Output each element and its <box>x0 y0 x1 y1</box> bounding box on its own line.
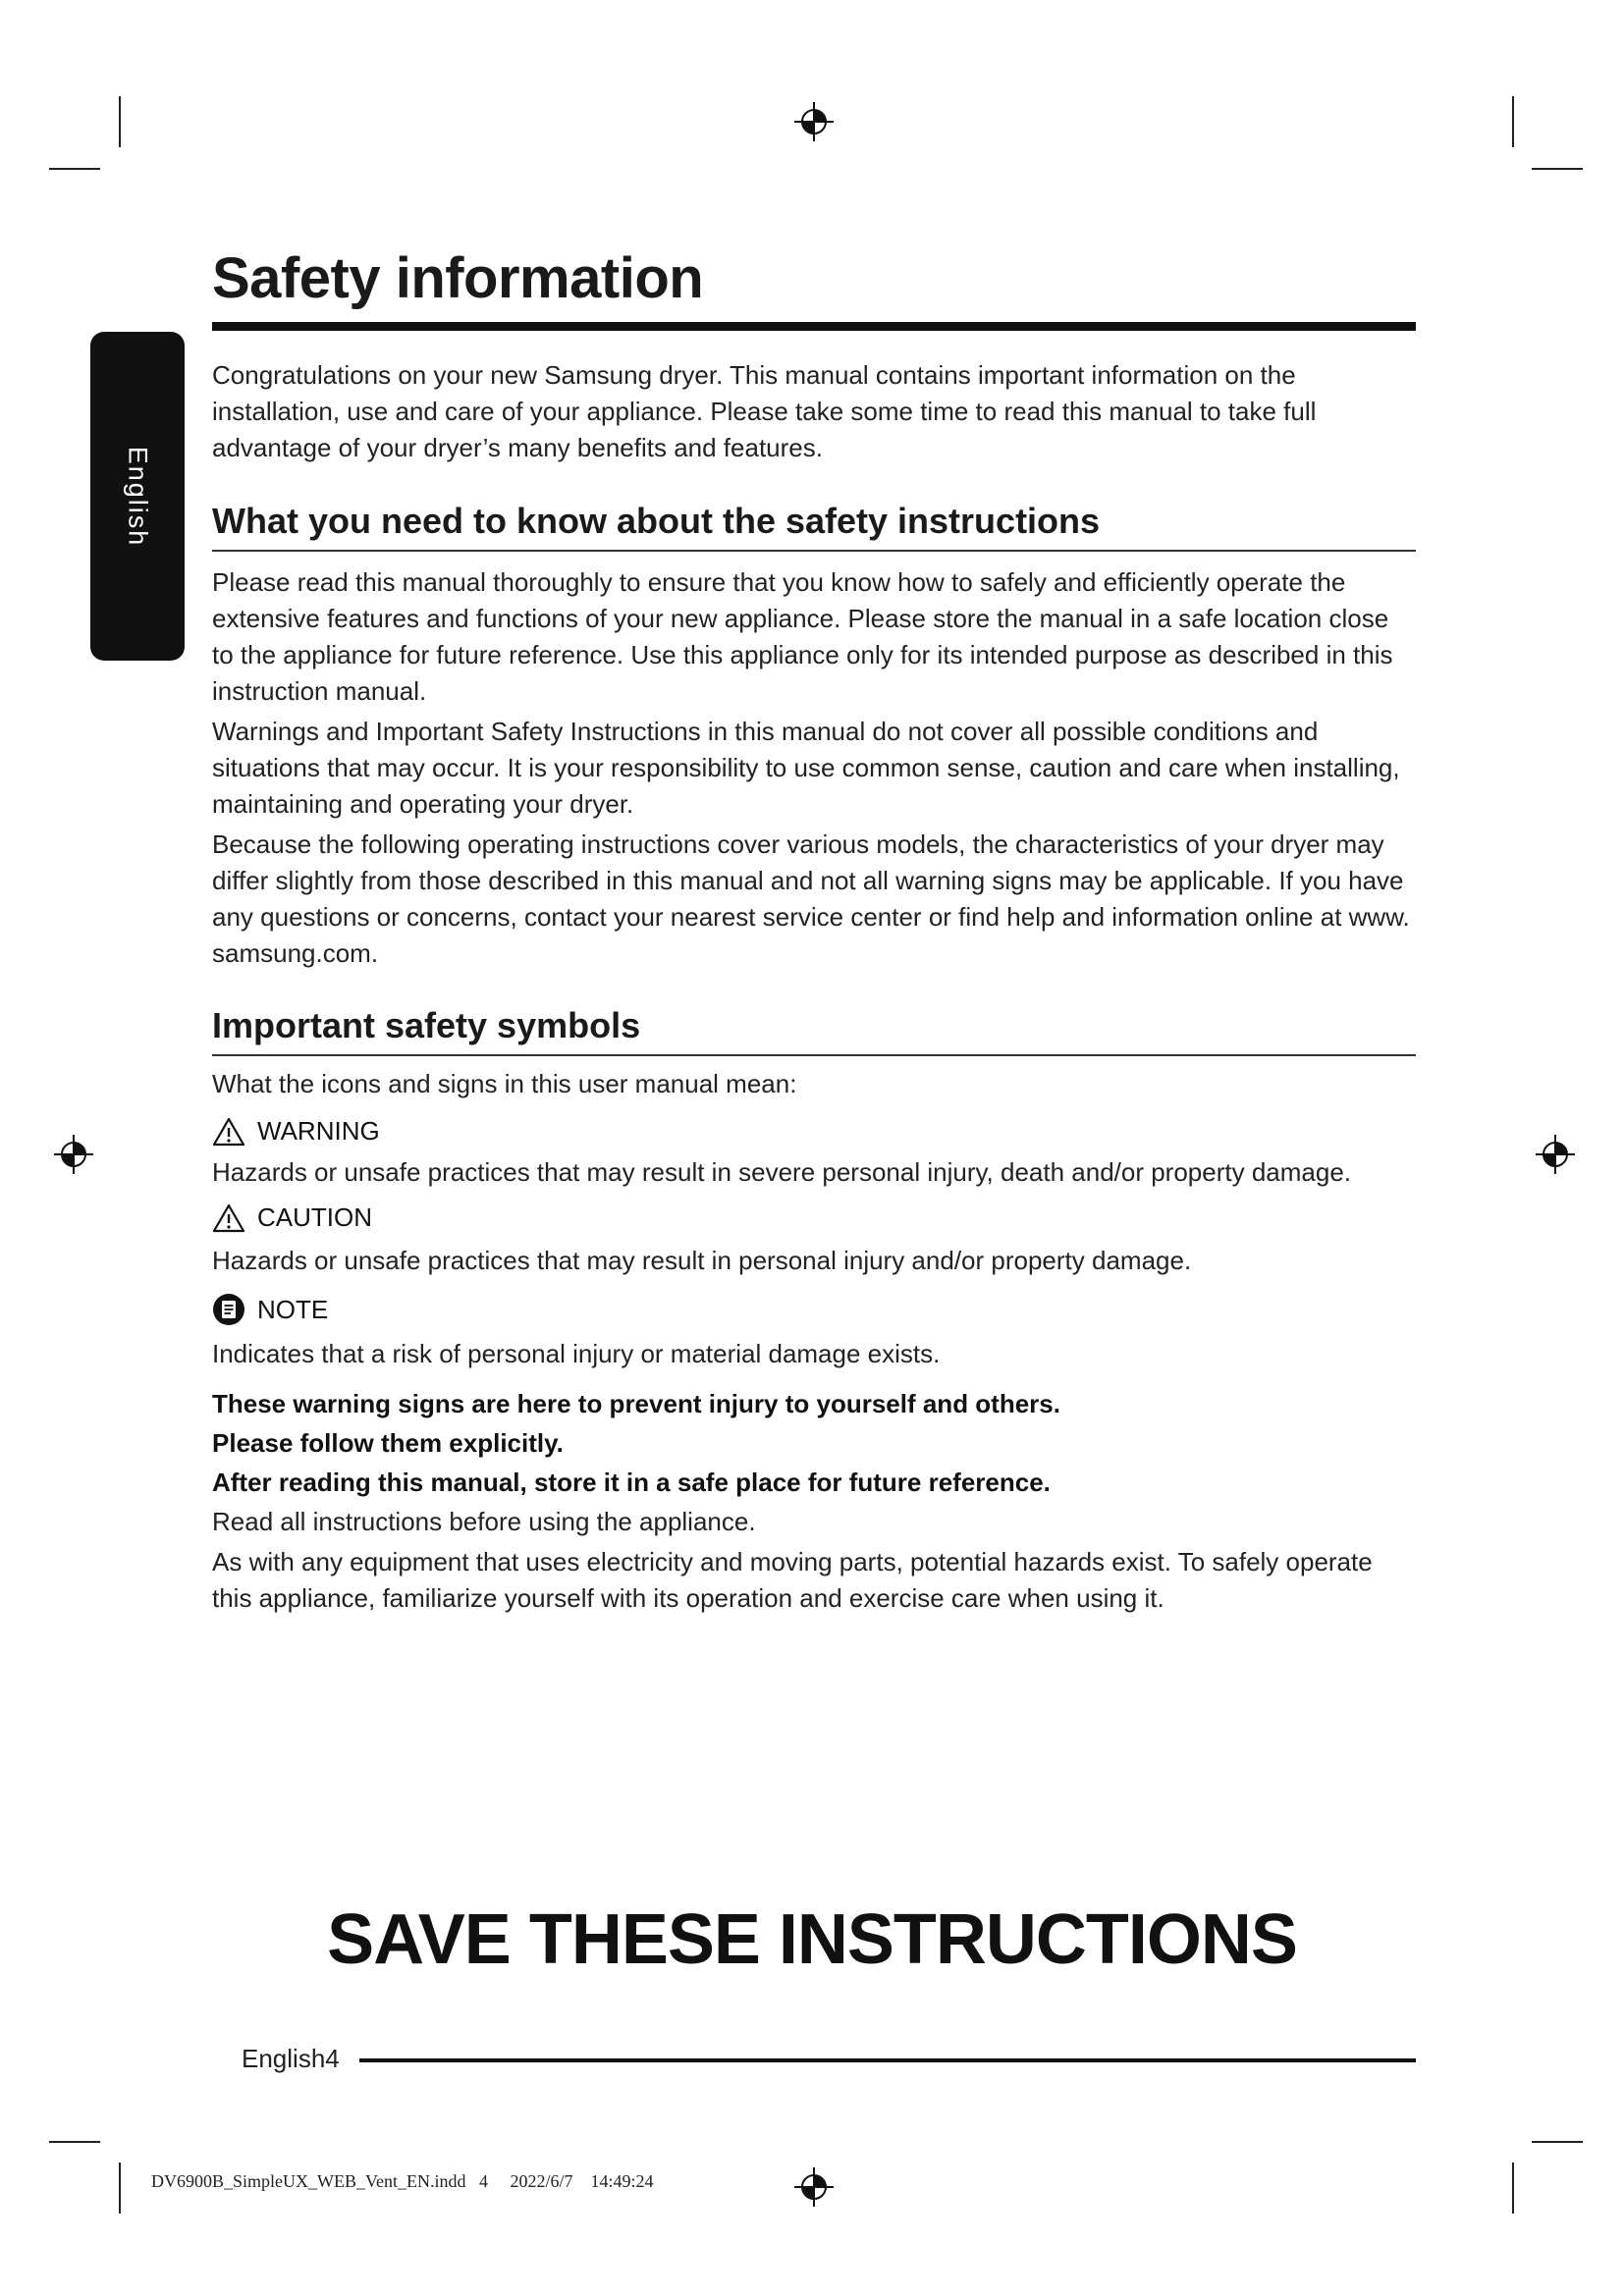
note-heading <box>212 1293 1416 1326</box>
page-title: Safety information <box>212 246 704 310</box>
bold-warning-line: After reading this manual, store it in a safe place for future reference. <box>212 1468 1051 1497</box>
warning-heading <box>212 1116 1416 1147</box>
section1-paragraph: Because the following operating instructions cover various models, the characteristics of your dryer may differ slightly from those described in this manual and not all warning signs may be applicable. If you have any questions or concerns, contact your nearest service center or find help and information online at www. samsung.com. <box>212 829 1410 968</box>
crop-mark <box>49 168 100 170</box>
save-instructions-heading: SAVE THESE INSTRUCTIONS <box>327 1900 1297 1979</box>
section1-paragraph: Warnings and Important Safety Instructions in this manual do not cover all possible conditions and situations that may occur. It is your responsibility to use common sense, caution and care when installing, maintaining and operating your dryer. <box>212 717 1400 819</box>
footer-rule <box>359 2058 1416 2062</box>
print-slug: DV6900B_SimpleUX_WEB_Vent_EN.indd 4 2022/6/7 14:49:24 <box>151 2171 654 2191</box>
crop-mark <box>1532 168 1583 170</box>
crop-mark <box>49 2141 100 2143</box>
note-label: NOTE <box>257 1294 329 1324</box>
note-icon <box>212 1293 245 1326</box>
caution-label: CAUTION <box>257 1202 372 1232</box>
symbols-lead: What the icons and signs in this user manual mean: <box>212 1069 797 1098</box>
crop-mark <box>1512 2163 1514 2214</box>
registration-mark-icon <box>54 1135 93 1174</box>
language-side-tab <box>90 332 185 661</box>
section1-paragraph: Please read this manual thoroughly to ensure that you know how to safely and efficiently operate the extensive features and functions of your new appliance. Please store the manual in a safe location close to the appliance for future reference. Use this appliance only for its intended purpose as described in this instruction manual. <box>212 567 1393 706</box>
section-rule <box>212 550 1416 552</box>
intro-paragraph: Congratulations on your new Samsung dryer. This manual contains important information on the installation, use and care of your appliance. Please take some time to read this manual to take full advantage of your dryer’s many benefits and features. <box>212 360 1317 462</box>
crop-mark <box>119 96 121 147</box>
caution-triangle-icon <box>212 1203 245 1233</box>
caution-description: Hazards or unsafe practices that may result in personal injury and/or property damage. <box>212 1246 1192 1275</box>
note-description: Indicates that a risk of personal injury or material damage exists. <box>212 1339 941 1368</box>
language-side-tab-label: English <box>123 446 153 547</box>
warning-label: WARNING <box>257 1116 380 1146</box>
section-rule <box>212 1054 1416 1056</box>
crop-mark <box>1532 2141 1583 2143</box>
section-heading-safety-instructions: What you need to know about the safety instructions <box>212 501 1101 541</box>
crop-mark <box>119 2163 121 2214</box>
bold-warning-line: Please follow them explicitly. <box>212 1428 564 1458</box>
registration-mark-icon <box>794 2167 834 2207</box>
closing-paragraph: As with any equipment that uses electricity and moving parts, potential hazards exist. To safely operate this appliance, familiarize yourself with its operation and exercise care when using it. <box>212 1547 1373 1613</box>
closing-paragraph: Read all instructions before using the appliance. <box>212 1507 756 1536</box>
page-number-label: English4 <box>242 2044 340 2073</box>
registration-mark-icon <box>794 102 834 141</box>
caution-heading <box>212 1202 1416 1233</box>
section-heading-safety-symbols: Important safety symbols <box>212 1005 641 1045</box>
bold-warning-line: These warning signs are here to prevent injury to yourself and others. <box>212 1389 1060 1418</box>
warning-description: Hazards or unsafe practices that may result in severe personal injury, death and/or property damage. <box>212 1157 1352 1187</box>
registration-mark-icon <box>1536 1135 1575 1174</box>
title-rule <box>212 322 1416 331</box>
crop-mark <box>1512 96 1514 147</box>
warning-triangle-icon <box>212 1117 245 1147</box>
